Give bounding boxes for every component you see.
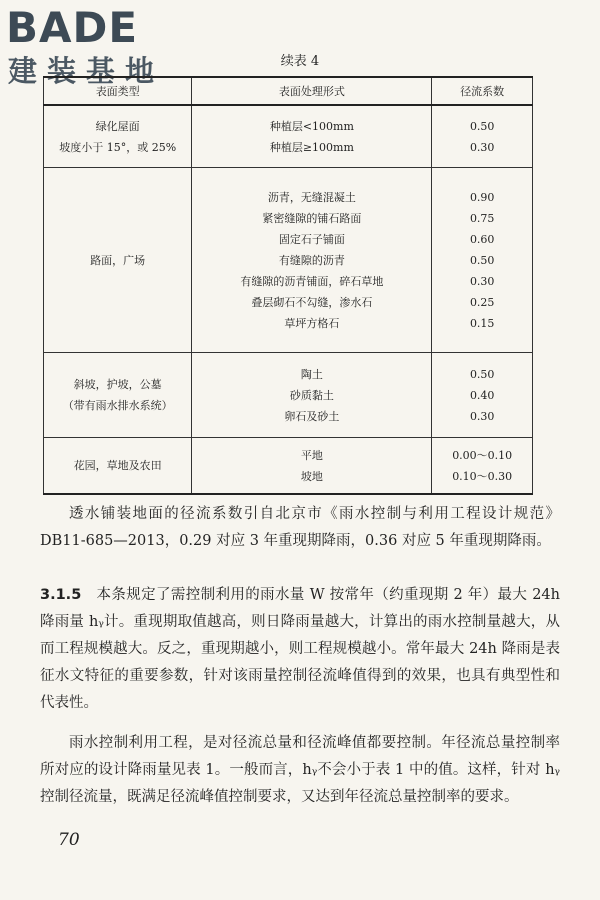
treatment-item: 砂质黏土 — [289, 388, 334, 402]
treatment-item: 有缝隙的沥青铺面，碎石草地 — [240, 274, 384, 288]
surface-type-cell — [44, 438, 192, 495]
runoff-coefficient-cell — [432, 353, 533, 438]
logo-brand: BADE — [6, 3, 139, 52]
coefficient-value: 0.60 — [469, 232, 495, 246]
header-runoff-coefficient: 径流系数 — [432, 77, 533, 105]
treatment-item: 种植层<100mm — [269, 119, 354, 133]
section-number: 3.1.5 — [40, 586, 82, 603]
header-surface-treatment: 表面处理形式 — [192, 77, 432, 105]
treatment-item: 种植层≥100mm — [269, 140, 354, 154]
section-body: 本条规定了需控制利用的雨水量 W 按常年（约重现期 2 年）最大 24h 降雨量 hᵧ计。重现期取值越高，则日降雨量越大，计算出的雨水控制量越大，从而工程规模越大。反之，重现期越小，则工程规模越小。常年最大 24h 降雨是表征水文特征的重要参数，针对该雨量控制径流峰值得到的效果，也具有典型性和代表性。 — [40, 586, 561, 711]
surface-type-line: 花园，草地及农田 — [73, 459, 162, 472]
coefficient-value: 0.50 — [469, 253, 495, 267]
treatment-item: 固定石子铺面 — [278, 232, 345, 246]
coefficient-value: 0.10～0.30 — [452, 469, 513, 483]
surface-treatment-cell — [192, 438, 432, 495]
runoff-coefficient-cell — [432, 168, 533, 353]
coefficient-value: 0.75 — [469, 211, 495, 225]
treatment-item: 平地 — [300, 448, 323, 462]
paragraph-rainwater-control: 雨水控制利用工程，是对径流总量和径流峰值都要控制。年径流总量控制率所对应的设计降雨量见表 1。一般而言，hᵧ不会小于表 1 中的值。这样，针对 hᵧ控制径流量，既满足径流峰值控制要求，又达到年径流总量控制率的要求。 — [40, 734, 560, 805]
coefficient-value: 0.50 — [469, 119, 495, 133]
treatment-item: 草坪方格石 — [284, 316, 340, 330]
paragraph-section-3-1-5 — [40, 582, 560, 717]
treatment-item: 沥青，无缝混凝土 — [267, 190, 356, 204]
surface-type-line: 绿化屋面 — [95, 119, 140, 133]
table-row — [44, 353, 533, 438]
surface-type-line: 斜坡，护坡，公墓 — [73, 378, 162, 391]
runoff-coefficient-table — [43, 76, 533, 495]
surface-type-cell — [44, 353, 192, 438]
surface-type-line: （带有雨水排水系统） — [62, 399, 173, 412]
treatment-item: 坡地 — [300, 469, 323, 483]
surface-treatment-cell — [192, 105, 432, 168]
coefficient-value: 0.15 — [469, 316, 495, 330]
treatment-item: 卵石及砂土 — [284, 409, 340, 423]
surface-type-line: 坡度小于 15°，或 25% — [59, 140, 177, 154]
table-row — [44, 438, 533, 495]
coefficient-value: 0.25 — [469, 295, 495, 309]
runoff-coefficient-cell — [432, 438, 533, 495]
coefficient-value: 0.30 — [469, 274, 495, 288]
table-header-row — [44, 77, 533, 105]
treatment-item: 有缝隙的沥青 — [278, 253, 345, 267]
coefficient-value: 0.00～0.10 — [452, 448, 513, 462]
logo-subtitle: 建装基地 — [8, 54, 165, 88]
treatment-item: 叠层砌石不勾缝，渗水石 — [251, 295, 373, 309]
table-title: 续表 4 — [280, 54, 320, 69]
paragraph-permeable-paving: 透水铺装地面的径流系数引自北京市《雨水控制与利用工程设计规范》DB11-685—2013，0.29 对应 3 年重现期降雨，0.36 对应 5 年重现期降雨。 — [40, 505, 560, 549]
treatment-item: 陶土 — [300, 367, 323, 381]
table-row — [44, 168, 533, 353]
header-surface-type: 表面类型 — [44, 77, 192, 105]
page-number: 70 — [58, 830, 80, 850]
table-row — [44, 105, 533, 168]
surface-type-cell — [44, 168, 192, 353]
surface-type-cell — [44, 105, 192, 168]
coefficient-value: 0.30 — [469, 409, 495, 423]
surface-treatment-cell — [192, 353, 432, 438]
surface-type-line: 路面，广场 — [90, 253, 146, 267]
coefficient-value: 0.30 — [469, 140, 495, 154]
coefficient-value: 0.90 — [469, 190, 495, 204]
surface-treatment-cell — [192, 168, 432, 353]
runoff-coefficient-cell — [432, 105, 533, 168]
coefficient-value: 0.40 — [469, 388, 495, 402]
treatment-item: 紧密缝隙的铺石路面 — [262, 211, 362, 225]
coefficient-value: 0.50 — [469, 367, 495, 381]
